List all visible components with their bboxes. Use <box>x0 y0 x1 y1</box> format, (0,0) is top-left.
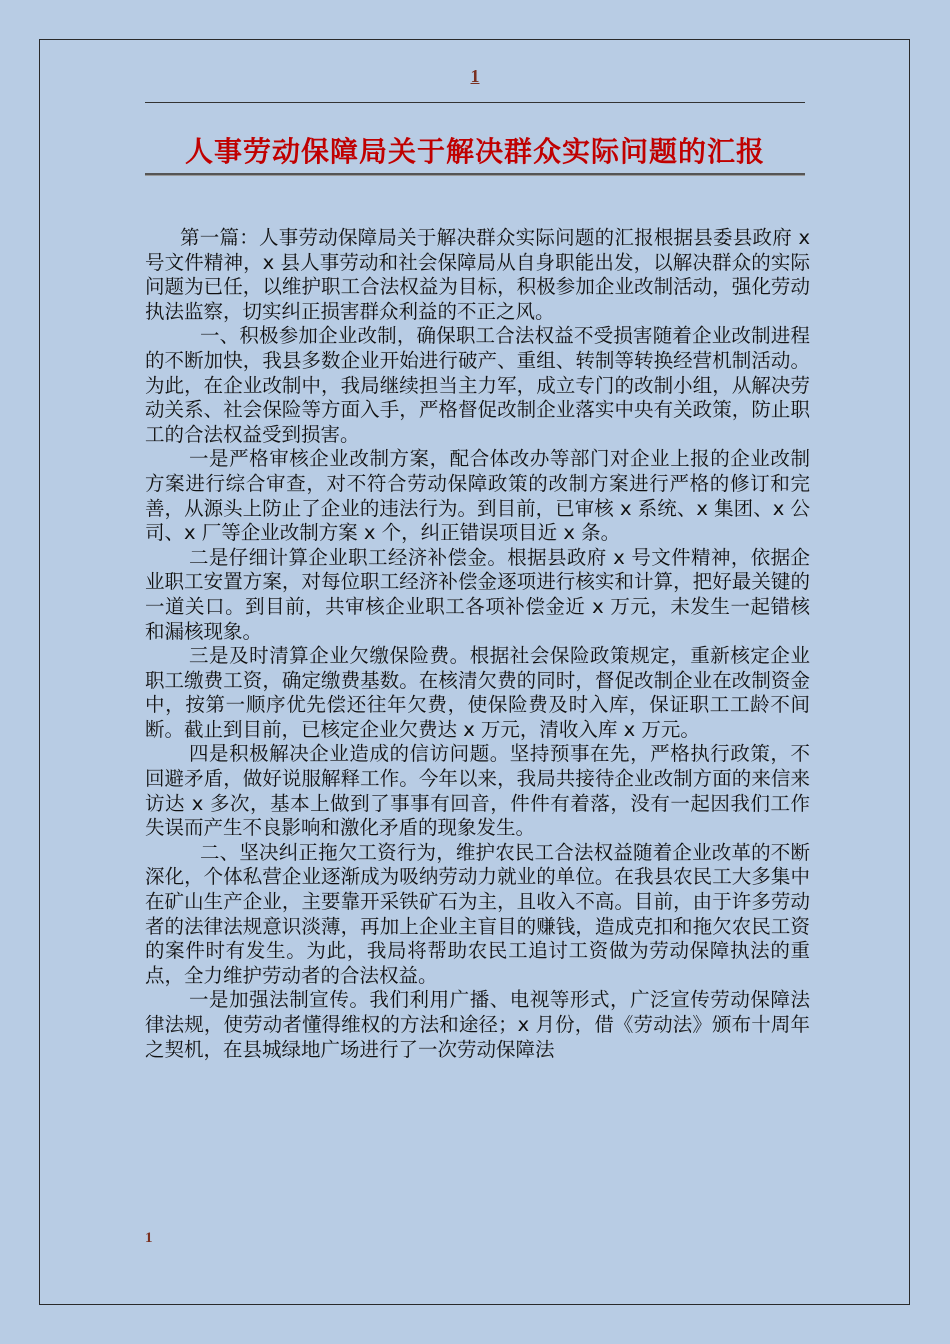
paragraph-item-2: 二是仔细计算企业职工经济补偿金。根据县政府 x 号文件精神，依据企业职工安置方案，对每位职工经济补偿金逐项进行核实和计算，把好最关键的一道关口。到目前，共审核企业职工各项补偿金近 x 万元，未发生一起错核和漏核现象。 <box>145 545 810 643</box>
header-divider <box>145 102 805 103</box>
paragraph-intro: 第一篇：人事劳动保障局关于解决群众实际问题的汇报根据县委县政府 x 号文件精神，x 县人事劳动和社会保障局从自身职能出发，以解决群众的实际问题为已任，以维护职工合法权益为目标，积极参加企业改制活动，强化劳动执法监察，切实纠正损害群众利益的不正之风。 <box>145 226 810 323</box>
paragraph-section-1: 一、积极参加企业改制，确保职工合法权益不受损害随着企业改制进程的不断加快，我县多数企业开始进行破产、重组、转制等转换经营机制活动。为此，在企业改制中，我局继续担当主力军，成立专门的改制小组，从解决劳动关系、社会保险等方面入手，严格督促改制企业落实中央有关政策，防止职工的合法权益受到损害。 <box>145 324 810 446</box>
paragraph-item-4: 四是积极解决企业造成的信访问题。坚持预事在先，严格执行政策，不回避矛盾，做好说服解释工作。今年以来，我局共接待企业改制方面的来信来访达 x 多次，基本上做到了事事有回音，件件有着落，没有一起因我们工作失误而产生不良影响和激化矛盾的现象发生。 <box>145 742 810 840</box>
paragraph-item-5: 一是加强法制宣传。我们利用广播、电视等形式，广泛宣传劳动保障法律法规，使劳动者懂得维权的方法和途径；x 月份，借《劳动法》颁布十周年之契机，在县城绿地广场进行了一次劳动保障法 <box>145 988 810 1061</box>
paragraph-item-1: 一是严格审核企业改制方案，配合体改办等部门对企业上报的企业改制方案进行综合审查，对不符合劳动保障政策的改制方案进行严格的修订和完善，从源头上防止了企业的违法行为。到目前，已审核 x 系统、x 集团、x 公司、x 厂等企业改制方案 x 个，纠正错误项目近 x 条。 <box>145 447 810 545</box>
document-body <box>145 226 810 1062</box>
footer-page-number: 1 <box>145 1230 153 1246</box>
header-page-number: 1 <box>470 66 480 86</box>
paragraph-section-2: 二、坚决纠正拖欠工资行为，维护农民工合法权益随着企业改革的不断深化，个体私营企业逐渐成为吸纳劳动力就业的单位。在我县农民工大多集中在矿山生产企业，主要靠开采铁矿石为主，且收入不高。目前，由于许多劳动者的法律法规意识淡薄，再加上企业主盲目的赚钱，造成克扣和拖欠农民工资的案件时有发生。为此，我局将帮助农民工追讨工资做为劳动保障执法的重点，全力维护劳动者的合法权益。 <box>145 840 810 987</box>
document-title: 人事劳动保障局关于解决群众实际问题的汇报 <box>184 135 765 168</box>
title-divider <box>145 173 805 175</box>
paragraph-item-3: 三是及时清算企业欠缴保险费。根据社会保险政策规定，重新核定企业职工缴费工资，确定缴费基数。在核清欠费的同时，督促改制企业在改制资金中，按第一顺序优先偿还往年欠费，使保险费及时入库，保证职工工龄不间断。截止到目前，已核定企业欠费达 x 万元，清收入库 x 万元。 <box>145 644 810 741</box>
